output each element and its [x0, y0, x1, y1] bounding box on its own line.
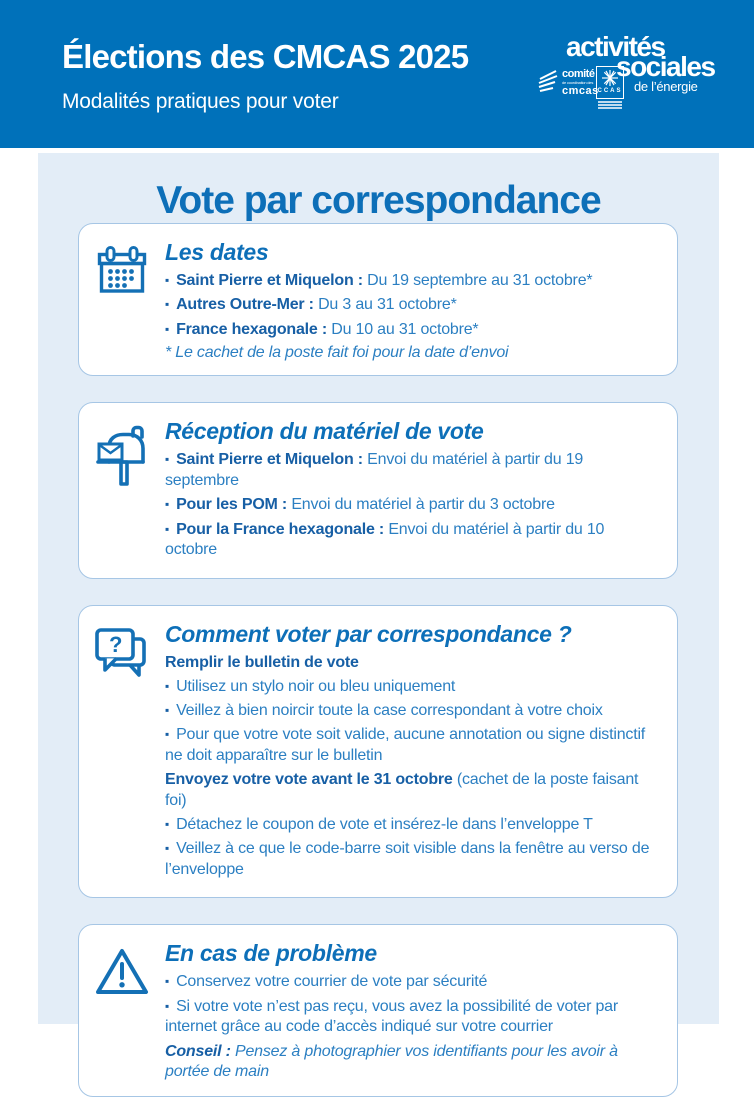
subheading-envoyez: Envoyez votre vote avant le 31 octobre (cachet de la poste faisant foi)	[165, 771, 639, 810]
bullet-list	[165, 450, 655, 560]
header-subtitle: Modalités pratiques pour voter	[62, 90, 339, 113]
cmcas-label: cmcas	[562, 85, 599, 97]
bullet-list	[165, 271, 655, 340]
subheading-remplir: Remplir le bulletin de vote	[165, 653, 359, 671]
list-item: ▪ Détachez le coupon de vote et insérez-le dans l’enveloppe T	[165, 815, 655, 835]
ccas-label: CCAS	[597, 88, 623, 94]
bullet-lead: Saint Pierre et Miquelon :	[176, 272, 363, 289]
comite-wing-icon	[538, 69, 560, 95]
bullet-lead: Saint Pierre et Miquelon :	[176, 451, 363, 469]
ccas-logo	[596, 66, 624, 109]
bullet-lead: Autres Outre-Mer :	[176, 296, 314, 314]
list-item	[165, 320, 655, 340]
header-title: Élections des CMCAS 2025	[62, 38, 469, 75]
comite-sublabel: de coordination des	[562, 80, 594, 85]
card-how-to-vote	[78, 605, 678, 899]
bullet-list	[165, 972, 655, 1037]
page-title: Vote par correspondance	[156, 179, 601, 222]
card-problems	[78, 924, 678, 1096]
bullet-text: Envoi du matériel à partir du 3 octobre	[291, 496, 555, 514]
list-item: ▪ Veillez à ce que le code-barre soit visible dans la fenêtre au verso de l’enveloppe	[165, 839, 655, 880]
card-title: Comment voter par correspondance ?	[165, 620, 572, 647]
svg-text:?: ?	[109, 631, 123, 657]
list-item: ▪ Si votre vote n’est pas reçu, vous avez la possibilité de voter par internet grâce au code d’accès indiqué sur votre courrier	[165, 997, 655, 1038]
list-item	[165, 450, 655, 491]
bullet-list	[165, 815, 655, 880]
speech-bubbles-question-icon	[79, 621, 165, 885]
card-title: Les dates	[165, 239, 269, 265]
logo-sociales: sociales	[616, 51, 715, 82]
content-panel	[38, 153, 719, 1081]
bullet-lead: Pour les POM :	[176, 496, 288, 514]
card-title: En cas de problème	[165, 940, 377, 967]
calendar-icon	[79, 239, 165, 362]
list-item	[165, 495, 655, 515]
list-item: ▪ Veillez à bien noircir toute la case correspondant à votre choix	[165, 701, 655, 721]
bullet-text: Du 3 au 31 octobre*	[318, 296, 457, 314]
bullet-text: Du 19 septembre au 31 octobre*	[367, 272, 593, 289]
logo-energie: de l’énergie	[634, 79, 698, 94]
list-item: ▪ Conservez votre courrier de vote par sécurité	[165, 972, 655, 992]
list-item: ▪ Pour que votre vote soit valide, aucune annotation ou signe distinctif ne doit apparaître sur le bulletin	[165, 725, 655, 766]
ccas-starburst-icon	[597, 69, 623, 87]
logo-activites: activités	[566, 31, 665, 62]
bullet-list	[165, 677, 655, 767]
brand-logo	[538, 31, 744, 136]
card-title: Réception du matériel de vote	[165, 418, 484, 445]
warning-triangle-icon	[79, 940, 165, 1082]
bullet-text: Envoi du matériel à partir du 10 octobre	[165, 520, 605, 559]
bullet-lead: France hexagonale :	[176, 320, 327, 338]
list-item	[165, 520, 655, 561]
mailbox-icon	[79, 418, 165, 564]
bullet-text: Envoi du matériel à partir du 19 septembre	[165, 451, 584, 489]
footnote: * Le cachet de la poste fait foi pour la date d’envoi	[165, 344, 509, 362]
bullet-lead: Pour la France hexagonale :	[176, 520, 385, 538]
card-dates	[78, 223, 678, 376]
comite-cmcas-logo	[538, 69, 599, 97]
list-item: ▪ Utilisez un stylo noir ou bleu uniquement	[165, 677, 655, 697]
conseil-note	[165, 1042, 655, 1083]
ccas-fineprint	[596, 101, 624, 109]
comite-label: comité	[562, 68, 595, 80]
list-item	[165, 271, 655, 291]
card-reception	[78, 402, 678, 578]
header	[0, 0, 754, 148]
conseil-text: Pensez à photographier vos identifiants pour les avoir à portée de main	[165, 1042, 618, 1081]
conseil-label: Conseil :	[165, 1042, 231, 1060]
bullet-text: Du 10 au 31 octobre*	[331, 320, 479, 338]
list-item	[165, 295, 655, 315]
